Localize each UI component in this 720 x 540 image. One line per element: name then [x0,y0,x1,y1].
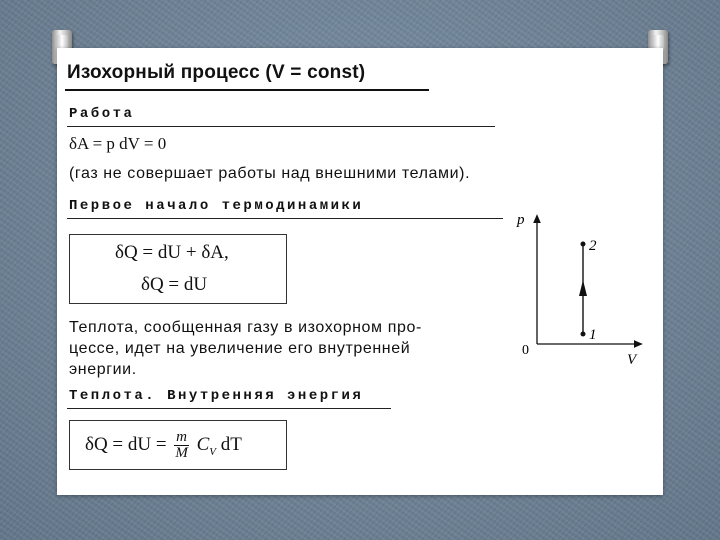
direction-arrow-icon [579,280,587,296]
slide-sheet [57,48,663,495]
p-axis-label: p [517,212,525,228]
section-heading-work: Работа [69,106,135,122]
formula-first-law-full: δQ = dU + δA, [115,242,229,263]
formula-first-law-isochoric: δQ = dU [141,274,208,295]
v-axis-label: V [627,352,637,368]
point-2-label: 2 [589,238,597,254]
point-1-label: 1 [589,327,597,343]
formula-heat-left: δQ = dU = [85,434,167,455]
title-underline [65,89,429,91]
pv-diagram [513,204,653,374]
paragraph-line-2: цессе, идет на увеличение его внутренней [69,340,411,357]
section-underline-work [67,126,495,127]
work-note: (газ не совершает работы над внешними телами). [69,165,471,182]
section-underline-first-law [67,218,503,219]
fraction-numerator: m [176,429,187,446]
point-1-marker [581,332,586,337]
formula-heat-tail: dT [220,434,242,455]
point-2-marker [581,242,586,247]
origin-label: 0 [522,343,529,358]
section-heading-heat: Теплота. Внутренняя энергия [69,388,364,404]
paragraph-line-3: энергии. [69,361,137,378]
fraction-denominator: M [175,445,188,462]
section-heading-first-law: Первое начало термодинамики [69,198,364,214]
paragraph-line-1: Теплота, сообщенная газу в изохорном про- [69,319,422,336]
formula-heat [85,428,242,469]
work-equation: δA = p dV = 0 [69,134,167,153]
heat-capacity-symbol: C [196,434,210,455]
heat-capacity-subscript: V [209,445,216,458]
slide-title: Изохорный процесс (V = const) [67,62,366,83]
section-underline-heat [67,408,391,409]
fraction-m-over-M [174,430,189,461]
